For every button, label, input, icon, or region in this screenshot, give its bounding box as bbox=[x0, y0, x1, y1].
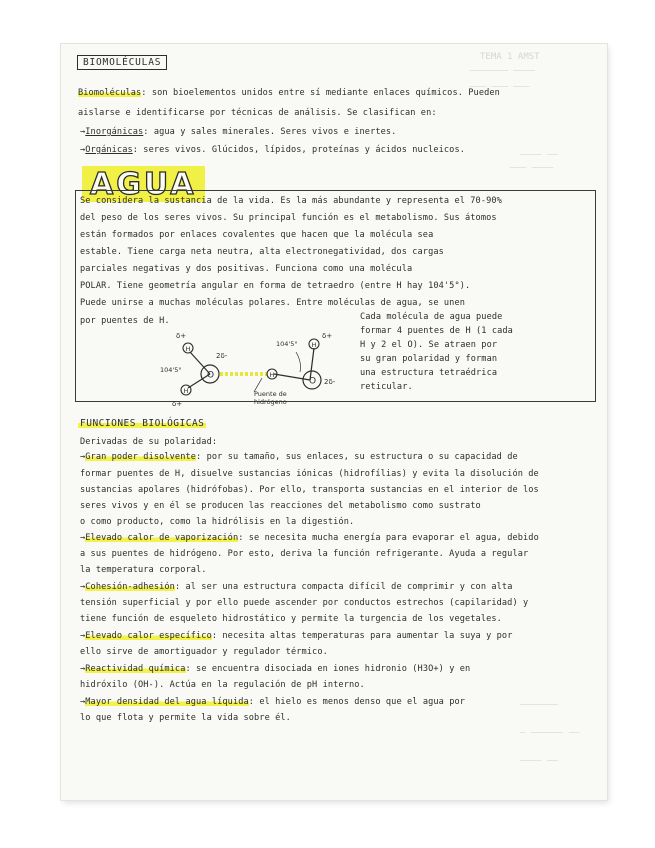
water-molecule-diagram bbox=[150, 326, 350, 412]
term-organicas: Orgánicas bbox=[85, 145, 133, 155]
side-note-line: formar 4 puentes de H (1 cada bbox=[360, 326, 513, 336]
function-item: →Elevado calor específico: necesita altas temperaturas para aumentar la suya y por bbox=[80, 631, 513, 641]
function-text: : se necesita mucha energía para evaporar el agua, debido bbox=[238, 533, 539, 543]
bleed-through-text: ———— —— bbox=[520, 150, 558, 160]
agua-line: Se considera la sustancia de la vida. Es la más abundante y representa el 70-90% bbox=[80, 196, 502, 206]
function-text: : al ser una estructura compacta difícil de comprimir y con alta bbox=[174, 582, 513, 592]
delta-minus-label: 2δ- bbox=[216, 352, 228, 360]
function-item: →Gran poder disolvente: por su tamaño, sus enlaces, su estructura o su capacidad de bbox=[80, 452, 518, 462]
bleed-through-text: TEMA 1 AMST bbox=[480, 52, 540, 62]
agua-line: del peso de los seres vivos. Su principal función es el metabolismo. Sus átomos bbox=[80, 213, 497, 223]
arrow-icon: → bbox=[80, 127, 86, 137]
function-line: ello sirve de amortiguador y regulador térmico. bbox=[80, 647, 328, 657]
bridge-label: Puente de bbox=[254, 390, 287, 398]
bridge-label: hidrógeno bbox=[254, 398, 287, 406]
function-text: : se encuentra disociada en iones hidronio (H3O+) y en bbox=[185, 664, 471, 674]
bleed-through-text: ——————— ———— bbox=[470, 66, 536, 76]
organic-text: : seres vivos. Glúcidos, lípidos, proteínas y ácidos nucleicos. bbox=[132, 145, 466, 155]
function-item: →Cohesión-adhesión: al ser una estructura compacta difícil de comprimir y con alta bbox=[80, 582, 513, 592]
function-line: lo que flota y permite la vida sobre él. bbox=[80, 713, 291, 723]
function-term: Cohesión-adhesión bbox=[85, 582, 175, 592]
function-term: Mayor densidad del agua líquida bbox=[85, 697, 249, 707]
water-molecule-left bbox=[160, 332, 228, 408]
function-line: hidróxilo (OH-). Actúa en la regulación de pH interno. bbox=[80, 680, 365, 690]
arrow-icon: → bbox=[80, 145, 86, 155]
function-term: Gran poder disolvente bbox=[85, 452, 197, 462]
agua-line: POLAR. Tiene geometría angular en forma de tetraedro (entre H hay 104'5°). bbox=[80, 281, 471, 291]
function-item: →Elevado calor de vaporización: se necesita mucha energía para evaporar el agua, debido bbox=[80, 533, 539, 543]
function-line: a sus puentes de hidrógeno. Por esto, deriva la función refrigerante. Ayuda a regular bbox=[80, 549, 529, 559]
organic-line bbox=[80, 145, 465, 155]
delta-plus-label: δ+ bbox=[172, 400, 183, 408]
atom-label-o: O bbox=[309, 376, 317, 387]
delta-plus-label: δ+ bbox=[176, 332, 187, 340]
bleed-through-text: — —————— —— bbox=[520, 728, 580, 738]
agua-line: Puede unirse a muchas moléculas polares. Entre moléculas de agua, se unen bbox=[80, 298, 465, 308]
functions-title: FUNCIONES BIOLÓGICAS bbox=[80, 418, 205, 429]
bleed-through-text: ———— —— bbox=[520, 756, 558, 766]
function-text: : necesita altas temperaturas para aumentar la suya y por bbox=[211, 631, 513, 641]
function-text: : el hielo es menos denso que el agua por bbox=[248, 697, 466, 707]
function-term: Elevado calor de vaporización bbox=[85, 533, 239, 543]
delta-minus-label: 2δ- bbox=[324, 378, 336, 386]
atom-label-h: H bbox=[183, 387, 189, 395]
bleed-through-text: ——— ———— bbox=[510, 163, 554, 173]
term-biomoleculas: Biomoléculas bbox=[78, 88, 142, 98]
function-line: tiene función de esqueleto hidrostático y permite la turgencia de los vegetales. bbox=[80, 614, 502, 624]
agua-line: están formados por enlaces covalentes que hacen que la molécula sea bbox=[80, 230, 434, 240]
function-item: →Reactividad química: se encuentra disociada en iones hidronio (H3O+) y en bbox=[80, 664, 471, 674]
bleed-through-text: ——————— bbox=[520, 700, 558, 710]
agua-title-text: AGUA bbox=[90, 166, 197, 202]
inorganic-line bbox=[80, 127, 396, 137]
function-term: Elevado calor específico bbox=[85, 631, 212, 641]
side-note-line: su gran polaridad y forman bbox=[360, 354, 498, 364]
inorganic-text: : agua y sales minerales. Seres vivos e inertes. bbox=[143, 127, 397, 137]
function-line: seres vivos y en él se producen las reacciones del metabolismo como sustrato bbox=[80, 501, 481, 511]
function-text: : por su tamaño, sus enlaces, su estructura o su capacidad de bbox=[196, 452, 518, 462]
side-note-line: H y 2 el O). Se atraen por bbox=[360, 340, 498, 350]
atom-label-h: H bbox=[311, 341, 317, 349]
function-line: sustancias apolares (hidrófobas). Por ello, transporta sustancias en el interior de los bbox=[80, 485, 539, 495]
intro-text: : son bioelementos unidos entre sí mediante enlaces químicos. Pueden bbox=[141, 88, 500, 98]
angle-label: 104'5° bbox=[160, 366, 182, 374]
function-line: formar puentes de H, disuelve sustancias iónicas (hidrofílias) y evita la disolución de bbox=[80, 469, 539, 479]
agua-line: estable. Tiene carga neta neutra, alta electronegatividad, dos cargas bbox=[80, 247, 444, 257]
functions-intro: Derivadas de su polaridad: bbox=[80, 437, 218, 447]
function-item: →Mayor densidad del agua líquida: el hielo es menos denso que el agua por bbox=[80, 697, 466, 707]
side-note-line: Cada molécula de agua puede bbox=[360, 312, 503, 322]
atom-label-h: H bbox=[185, 345, 191, 353]
term-inorganicas: Inorgánicas bbox=[85, 127, 144, 137]
agua-line: por puentes de H. bbox=[80, 316, 170, 326]
intro-line: aislarse e identificarse por técnicas de análisis. Se clasifican en: bbox=[78, 108, 437, 118]
atom-label-h: H bbox=[269, 371, 275, 379]
angle-label: 104'5° bbox=[276, 340, 298, 348]
side-note-line: reticular. bbox=[360, 382, 413, 392]
agua-line: parciales negativas y dos positivas. Funciona como una molécula bbox=[80, 264, 413, 274]
page-heading: BIOMOLÉCULAS bbox=[77, 55, 167, 70]
delta-plus-label: δ+ bbox=[322, 332, 333, 340]
function-line: la temperatura corporal. bbox=[80, 565, 207, 575]
water-molecule-right bbox=[267, 332, 336, 389]
side-note-line: una estructura tetraédrica bbox=[360, 368, 498, 378]
intro-line bbox=[78, 88, 500, 98]
bleed-through-text: ——— ——— ——— bbox=[470, 82, 530, 92]
function-line: o como producto, como la hidrólisis en la digestión. bbox=[80, 517, 355, 527]
function-term: Reactividad química bbox=[85, 664, 186, 674]
atom-label-o: O bbox=[207, 370, 215, 381]
function-line: tensión superficial y por ello puede ascender por conductos estrechos (capilaridad) y bbox=[80, 598, 529, 608]
